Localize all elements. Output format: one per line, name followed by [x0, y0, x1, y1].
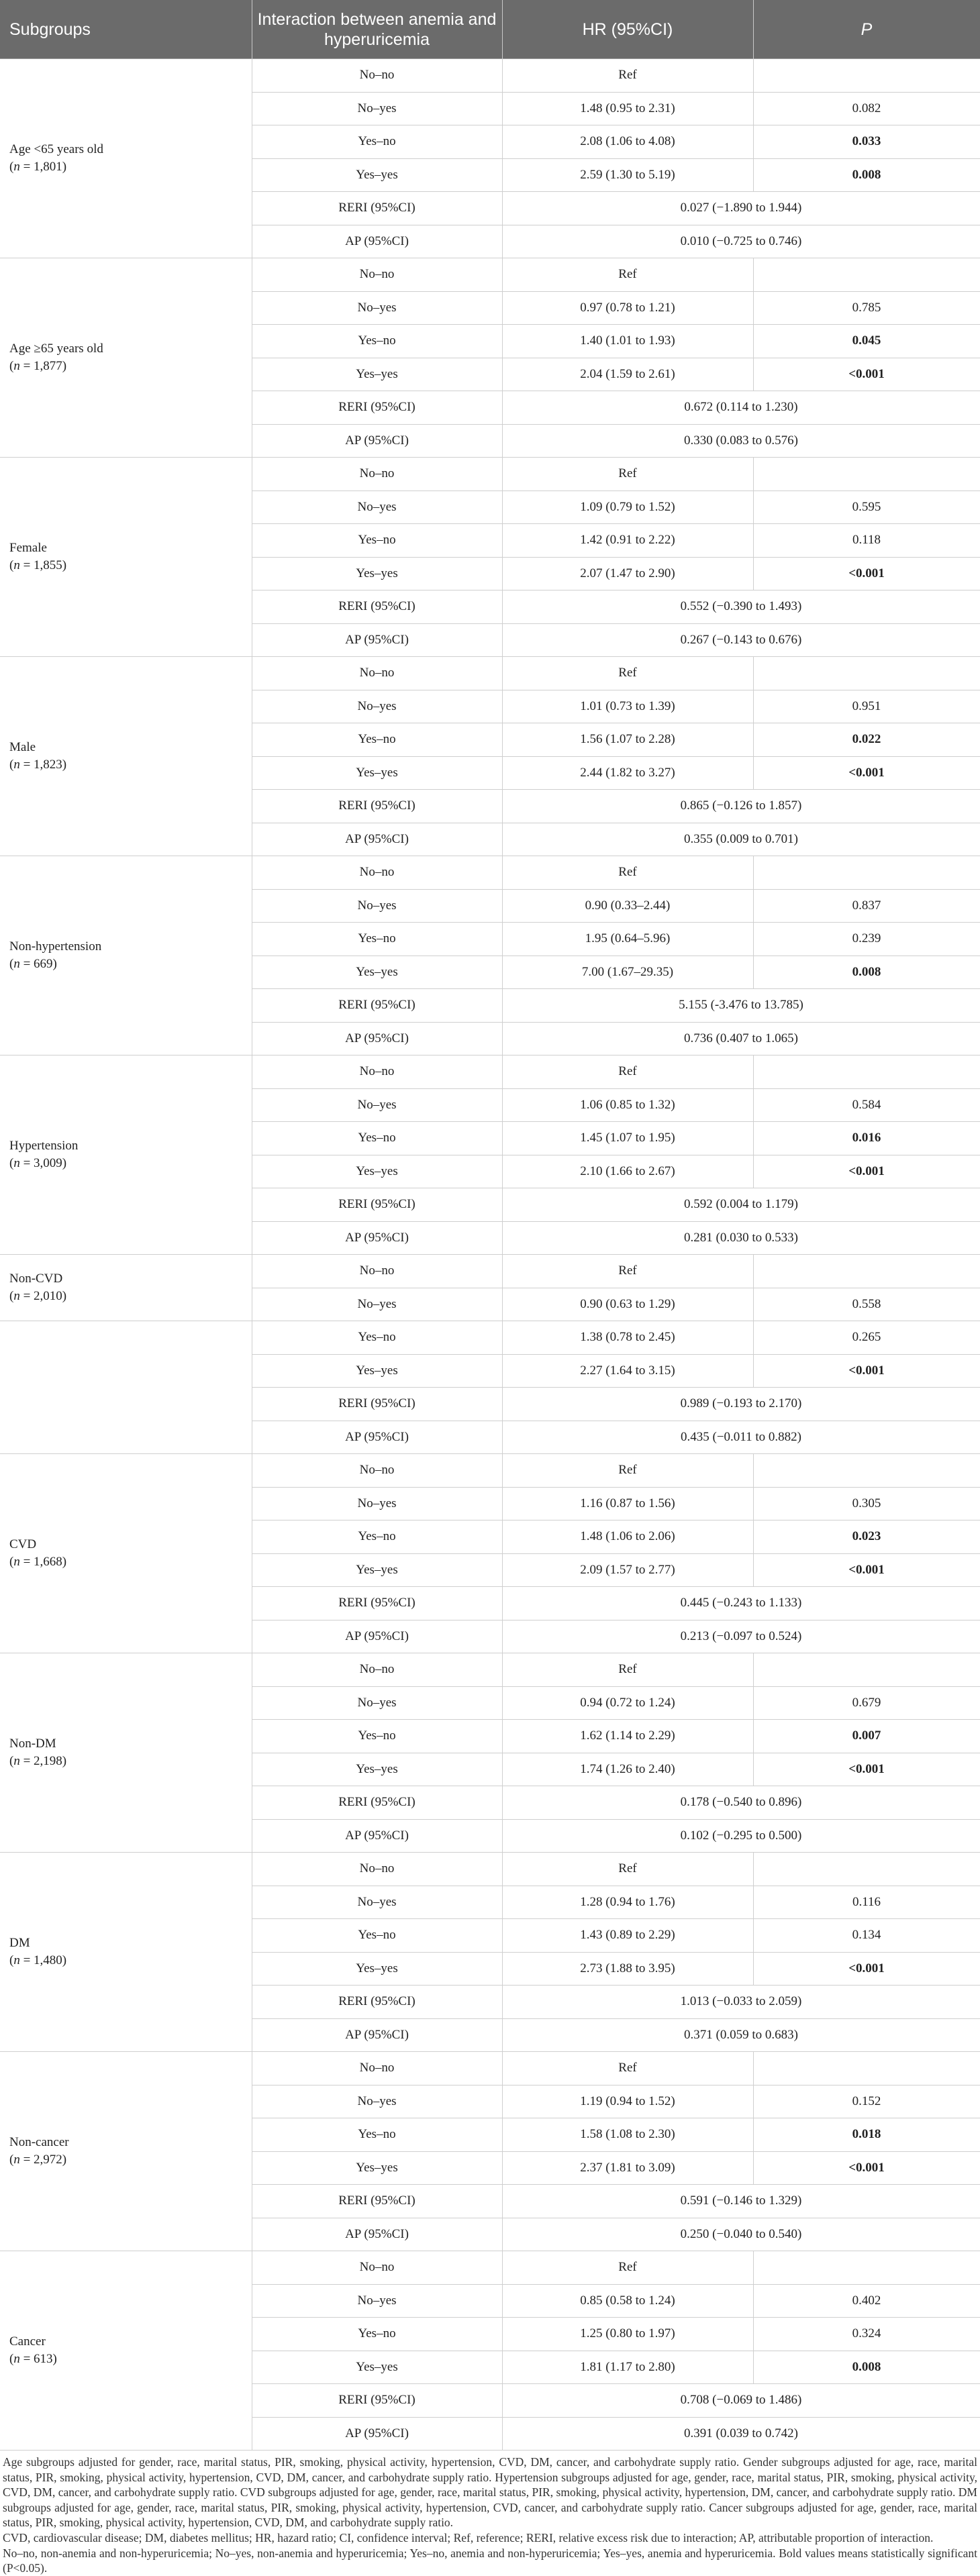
header-hr: HR (95%CI) [502, 0, 753, 59]
subgroup-label: Male (n = 1,823) [0, 657, 252, 856]
p-value [753, 2251, 980, 2285]
sample-size-symbol: n [13, 1156, 20, 1170]
hazard-ratio: 2.07 (1.47 to 2.90) [502, 557, 753, 590]
reri-value: 0.989 (−0.193 to 2.170) [502, 1388, 980, 1421]
subgroup-label: DM (n = 1,480) [0, 1853, 252, 2052]
hazard-ratio: 1.95 (0.64–5.96) [502, 923, 753, 956]
sample-size-symbol: n [13, 558, 20, 572]
sample-size-value: = 1,877) [19, 359, 67, 373]
sample-size-value: = 1,480) [19, 1953, 67, 1967]
p-value: <0.001 [753, 1553, 980, 1587]
reri-label: RERI (95%CI) [252, 1986, 502, 2019]
ap-value: 0.213 (−0.097 to 0.524) [502, 1620, 980, 1653]
table-row [0, 1321, 980, 1355]
hazard-ratio: Ref [502, 1454, 753, 1488]
hazard-ratio: 0.90 (0.33–2.44) [502, 889, 753, 923]
subgroup-label: Female (n = 1,855) [0, 458, 252, 657]
hazard-ratio: 1.25 (0.80 to 1.97) [502, 2318, 753, 2351]
sample-size-symbol: n [13, 957, 20, 971]
hazard-ratio: Ref [502, 2251, 753, 2285]
reri-label: RERI (95%CI) [252, 989, 502, 1023]
interaction-category: No–no [252, 2251, 502, 2285]
sample-size-value: = 613) [19, 2352, 57, 2366]
hazard-ratio: Ref [502, 1255, 753, 1288]
footnote-adjustments: Age subgroups adjusted for gender, race, marital status, PIR, smoking, physical activity, hypertension, CVD, DM, cancer, and carbohydrate supply ratio. Gender subgroups adjusted for age, race, marital status, PIR, smoking, physical activity, hypertension, CVD, DM, cancer, and carbohydrate supply ratio. Hypertension subgroups adjusted for age, gender, race, marital status, PIR, smoking, physical activity, CVD, DM, cancer, and carbohydrate supply ratio. CVD subgroups adjusted for age, gender, race, marital status, PIR, smoking, physical activity, hypertension, DM, cancer, and carbohydrate supply ratio. DM subgroups adjusted for age, gender, race, marital status, PIR, smoking, physical activity, hypertension, CVD, cancer, and carbohydrate supply ratio. Cancer subgroups adjusted for age, gender, race, marital status, PIR, smoking, physical activity, hypertension, CVD, DM, and carbohydrate supply ratio. [3, 2455, 977, 2530]
hazard-ratio: 2.04 (1.59 to 2.61) [502, 358, 753, 391]
interaction-category: Yes–yes [252, 1952, 502, 1986]
p-value [753, 59, 980, 93]
subgroup-label: Hypertension (n = 3,009) [0, 1055, 252, 1255]
ap-value: 0.391 (0.039 to 0.742) [502, 2417, 980, 2451]
interaction-category: Yes–yes [252, 1753, 502, 1786]
table-row [0, 1454, 980, 1488]
reri-label: RERI (95%CI) [252, 2384, 502, 2418]
hazard-ratio: Ref [502, 657, 753, 690]
p-value: 0.324 [753, 2318, 980, 2351]
sample-size-value: = 2,972) [19, 2153, 67, 2167]
p-value [753, 1255, 980, 1288]
footnote-definitions: No–no, non-anemia and non-hyperuricemia; No–yes, non-anemia and hyperuricemia; Yes–no, anemia and non-hyperuricemia; Yes–yes, anemia and hyperuricemia. Bold values means statistically significant (P<0.05). [3, 2546, 977, 2575]
ap-label: AP (95%CI) [252, 1620, 502, 1653]
sample-size-value: = 1,668) [19, 1555, 67, 1569]
interaction-category: No–no [252, 258, 502, 292]
interaction-category: No–no [252, 59, 502, 93]
p-value: 0.033 [753, 125, 980, 159]
header-subgroups: Subgroups [0, 0, 252, 59]
ap-label: AP (95%CI) [252, 1022, 502, 1055]
sample-size-symbol: n [13, 2153, 20, 2167]
interaction-category: Yes–no [252, 1521, 502, 1554]
sample-size-symbol: n [13, 1953, 20, 1967]
interaction-category: No–no [252, 1055, 502, 1089]
table-row [0, 1255, 980, 1288]
table-row [0, 258, 980, 292]
p-value: 0.008 [753, 158, 980, 192]
p-value [753, 1853, 980, 1886]
subgroup-name: Age <65 years old [9, 142, 103, 156]
reri-label: RERI (95%CI) [252, 1587, 502, 1620]
hazard-ratio: 1.48 (0.95 to 2.31) [502, 92, 753, 125]
subgroup-label: Age ≥65 years old (n = 1,877) [0, 258, 252, 458]
ap-label: AP (95%CI) [252, 1819, 502, 1853]
ap-value: 0.250 (−0.040 to 0.540) [502, 2218, 980, 2251]
ap-label: AP (95%CI) [252, 823, 502, 856]
hazard-ratio: 1.81 (1.17 to 2.80) [502, 2351, 753, 2384]
interaction-category: Yes–no [252, 1321, 502, 1355]
interaction-category: No–no [252, 458, 502, 491]
p-value: 0.595 [753, 491, 980, 524]
p-value [753, 458, 980, 491]
p-value: 0.008 [753, 2351, 980, 2384]
sample-size-value: = 2,198) [19, 1754, 67, 1768]
subgroup-label: Non-hypertension (n = 669) [0, 856, 252, 1055]
sample-size-symbol: n [13, 758, 20, 772]
subgroup-label: Cancer (n = 613) [0, 2251, 252, 2451]
subgroup-name: Non-cancer [9, 2135, 69, 2149]
interaction-category: Yes–no [252, 524, 502, 558]
p-value: 0.023 [753, 1521, 980, 1554]
header-interaction: Interaction between anemia and hyperuricemia [252, 0, 502, 59]
p-value: 0.239 [753, 923, 980, 956]
reri-label: RERI (95%CI) [252, 590, 502, 624]
p-value: 0.118 [753, 524, 980, 558]
ap-value: 0.736 (0.407 to 1.065) [502, 1022, 980, 1055]
subgroup-label: Non-DM (n = 2,198) [0, 1653, 252, 1853]
table-header [0, 0, 980, 59]
table-footnotes [0, 2451, 980, 2576]
ap-label: AP (95%CI) [252, 2417, 502, 2451]
hazard-ratio: 1.09 (0.79 to 1.52) [502, 491, 753, 524]
interaction-category: No–no [252, 1255, 502, 1288]
p-value: 0.265 [753, 1321, 980, 1355]
hazard-ratio: 0.97 (0.78 to 1.21) [502, 291, 753, 325]
p-value [753, 657, 980, 690]
sample-size-symbol: n [13, 160, 20, 174]
hazard-ratio: 2.09 (1.57 to 2.77) [502, 1553, 753, 1587]
hazard-ratio: 1.16 (0.87 to 1.56) [502, 1487, 753, 1521]
interaction-category: No–yes [252, 1088, 502, 1122]
interaction-category: Yes–no [252, 325, 502, 358]
subgroup-name: Cancer [9, 2334, 46, 2349]
subgroup-label: Non-CVD (n = 2,010) [0, 1255, 252, 1321]
interaction-category: Yes–no [252, 723, 502, 757]
ap-value: 0.267 (−0.143 to 0.676) [502, 623, 980, 657]
subgroup-label-empty [0, 1321, 252, 1454]
hazard-ratio: 1.48 (1.06 to 2.06) [502, 1521, 753, 1554]
p-value: <0.001 [753, 2151, 980, 2185]
p-value: <0.001 [753, 1952, 980, 1986]
reri-label: RERI (95%CI) [252, 1388, 502, 1421]
interaction-category: No–yes [252, 291, 502, 325]
interaction-category: No–yes [252, 889, 502, 923]
interaction-category: Yes–no [252, 1919, 502, 1953]
interaction-category: No–yes [252, 2085, 502, 2118]
p-value: <0.001 [753, 358, 980, 391]
p-value: 0.558 [753, 1288, 980, 1321]
ap-value: 0.371 (0.059 to 0.683) [502, 2018, 980, 2052]
p-value [753, 1454, 980, 1488]
p-value: 0.016 [753, 1122, 980, 1155]
table-row [0, 1653, 980, 1687]
interaction-category: Yes–no [252, 923, 502, 956]
table-row [0, 1055, 980, 1089]
sample-size-value: = 669) [19, 957, 57, 971]
ap-label: AP (95%CI) [252, 2218, 502, 2251]
reri-value: 0.027 (−1.890 to 1.944) [502, 192, 980, 225]
p-value: 0.082 [753, 92, 980, 125]
ap-label: AP (95%CI) [252, 1221, 502, 1255]
p-value [753, 258, 980, 292]
reri-label: RERI (95%CI) [252, 790, 502, 823]
p-value: <0.001 [753, 1354, 980, 1388]
sample-size-value: = 1,855) [19, 558, 67, 572]
p-value: 0.785 [753, 291, 980, 325]
hazard-ratio: 0.90 (0.63 to 1.29) [502, 1288, 753, 1321]
hazard-ratio: 2.37 (1.81 to 3.09) [502, 2151, 753, 2185]
hazard-ratio: 2.59 (1.30 to 5.19) [502, 158, 753, 192]
subgroup-name: CVD [9, 1537, 37, 1551]
p-value: <0.001 [753, 1155, 980, 1188]
subgroup-name: Non-hypertension [9, 939, 102, 954]
table-row [0, 2251, 980, 2285]
hazard-ratio: 1.43 (0.89 to 2.29) [502, 1919, 753, 1953]
hazard-ratio: 1.19 (0.94 to 1.52) [502, 2085, 753, 2118]
p-value: <0.001 [753, 756, 980, 790]
hazard-ratio: Ref [502, 856, 753, 890]
ap-label: AP (95%CI) [252, 1421, 502, 1454]
p-value: 0.008 [753, 956, 980, 989]
reri-value: 0.865 (−0.126 to 1.857) [502, 790, 980, 823]
interaction-category: Yes–yes [252, 2351, 502, 2384]
subgroup-name: Non-DM [9, 1737, 56, 1751]
hazard-ratio: Ref [502, 258, 753, 292]
interaction-category: Yes–no [252, 2318, 502, 2351]
subgroup-name: Age ≥65 years old [9, 342, 103, 356]
reri-label: RERI (95%CI) [252, 1786, 502, 1820]
hazard-ratio: Ref [502, 458, 753, 491]
sample-size-value: = 3,009) [19, 1156, 67, 1170]
hazard-ratio: 2.10 (1.66 to 2.67) [502, 1155, 753, 1188]
interaction-category: No–no [252, 1653, 502, 1687]
p-value: 0.022 [753, 723, 980, 757]
interaction-category: No–no [252, 1853, 502, 1886]
ap-label: AP (95%CI) [252, 424, 502, 458]
interaction-category: Yes–no [252, 1720, 502, 1753]
interaction-category: Yes–yes [252, 756, 502, 790]
hazard-ratio: 1.74 (1.26 to 2.40) [502, 1753, 753, 1786]
subgroup-label: Non-cancer (n = 2,972) [0, 2052, 252, 2251]
hazard-ratio: Ref [502, 59, 753, 93]
hazard-ratio: 7.00 (1.67–29.35) [502, 956, 753, 989]
reri-label: RERI (95%CI) [252, 391, 502, 425]
reri-value: 0.552 (−0.390 to 1.493) [502, 590, 980, 624]
table-row [0, 2052, 980, 2085]
interaction-category: No–yes [252, 2284, 502, 2318]
hazard-ratio: 1.62 (1.14 to 2.29) [502, 1720, 753, 1753]
ap-label: AP (95%CI) [252, 2018, 502, 2052]
reri-value: 0.592 (0.004 to 1.179) [502, 1188, 980, 1222]
interaction-category: No–yes [252, 1686, 502, 1720]
header-p: P [753, 0, 980, 59]
subgroup-name: Non-CVD [9, 1272, 63, 1286]
p-value: 0.679 [753, 1686, 980, 1720]
table-row [0, 59, 980, 93]
hazard-ratio: 2.08 (1.06 to 4.08) [502, 125, 753, 159]
interaction-category: No–yes [252, 1487, 502, 1521]
interaction-category: Yes–yes [252, 1155, 502, 1188]
ap-label: AP (95%CI) [252, 225, 502, 258]
p-value [753, 1653, 980, 1687]
hazard-ratio: 0.85 (0.58 to 1.24) [502, 2284, 753, 2318]
interaction-category: No–no [252, 1454, 502, 1488]
sample-size-symbol: n [13, 1555, 20, 1569]
hazard-ratio: Ref [502, 1055, 753, 1089]
interaction-category: Yes–yes [252, 358, 502, 391]
p-value [753, 856, 980, 890]
p-value [753, 1055, 980, 1089]
interaction-category: Yes–yes [252, 2151, 502, 2185]
interaction-category: Yes–yes [252, 1553, 502, 1587]
hazard-ratio: Ref [502, 1653, 753, 1687]
sample-size-symbol: n [13, 2352, 20, 2366]
sample-size-value: = 1,801) [19, 160, 67, 174]
table-row [0, 657, 980, 690]
interaction-category: Yes–yes [252, 557, 502, 590]
interaction-category: Yes–no [252, 2118, 502, 2152]
interaction-category: Yes–yes [252, 1354, 502, 1388]
interaction-category: No–no [252, 657, 502, 690]
hazard-ratio: 1.40 (1.01 to 1.93) [502, 325, 753, 358]
ap-value: 0.355 (0.009 to 0.701) [502, 823, 980, 856]
interaction-category: No–yes [252, 92, 502, 125]
reri-label: RERI (95%CI) [252, 1188, 502, 1222]
hazard-ratio: 1.06 (0.85 to 1.32) [502, 1088, 753, 1122]
table-body [0, 59, 980, 2451]
p-value: <0.001 [753, 1753, 980, 1786]
interaction-category: Yes–no [252, 125, 502, 159]
hazard-ratio: 1.56 (1.07 to 2.28) [502, 723, 753, 757]
p-value: 0.134 [753, 1919, 980, 1953]
interaction-category: Yes–yes [252, 956, 502, 989]
ap-label: AP (95%CI) [252, 623, 502, 657]
ap-value: 0.102 (−0.295 to 0.500) [502, 1819, 980, 1853]
interaction-category: No–no [252, 856, 502, 890]
interaction-category: No–no [252, 2052, 502, 2085]
reri-value: 0.445 (−0.243 to 1.133) [502, 1587, 980, 1620]
subgroup-label: CVD (n = 1,668) [0, 1454, 252, 1653]
table-row [0, 458, 980, 491]
hazard-ratio: 1.28 (0.94 to 1.76) [502, 1886, 753, 1919]
table-row [0, 856, 980, 890]
p-value: 0.045 [753, 325, 980, 358]
ap-value: 0.281 (0.030 to 0.533) [502, 1221, 980, 1255]
hazard-ratio: 1.38 (0.78 to 2.45) [502, 1321, 753, 1355]
reri-value: 5.155 (-3.476 to 13.785) [502, 989, 980, 1023]
hazard-ratio: Ref [502, 1853, 753, 1886]
sample-size-symbol: n [13, 359, 20, 373]
subgroup-name: DM [9, 1936, 30, 1950]
hazard-ratio: 1.01 (0.73 to 1.39) [502, 690, 753, 723]
reri-value: 0.708 (−0.069 to 1.486) [502, 2384, 980, 2418]
hazard-ratio: 0.94 (0.72 to 1.24) [502, 1686, 753, 1720]
hazard-ratio: Ref [502, 2052, 753, 2085]
interaction-category: No–yes [252, 1288, 502, 1321]
interaction-category: Yes–yes [252, 158, 502, 192]
p-value: 0.951 [753, 690, 980, 723]
p-value: <0.001 [753, 557, 980, 590]
reri-value: 0.672 (0.114 to 1.230) [502, 391, 980, 425]
ap-value: 0.330 (0.083 to 0.576) [502, 424, 980, 458]
p-value: 0.116 [753, 1886, 980, 1919]
hazard-ratio: 1.45 (1.07 to 1.95) [502, 1122, 753, 1155]
p-value: 0.152 [753, 2085, 980, 2118]
p-value: 0.018 [753, 2118, 980, 2152]
interaction-category: No–yes [252, 1886, 502, 1919]
subgroup-name: Female [9, 541, 47, 555]
interaction-category: No–yes [252, 690, 502, 723]
sample-size-value: = 2,010) [19, 1289, 67, 1303]
sample-size-value: = 1,823) [19, 758, 67, 772]
reri-label: RERI (95%CI) [252, 2185, 502, 2218]
p-value: 0.007 [753, 1720, 980, 1753]
interaction-category: Yes–no [252, 1122, 502, 1155]
interaction-category: No–yes [252, 491, 502, 524]
ap-value: 0.010 (−0.725 to 0.746) [502, 225, 980, 258]
reri-value: 1.013 (−0.033 to 2.059) [502, 1986, 980, 2019]
p-value: 0.402 [753, 2284, 980, 2318]
reri-value: 0.591 (−0.146 to 1.329) [502, 2185, 980, 2218]
p-value: 0.305 [753, 1487, 980, 1521]
hazard-ratio: 1.58 (1.08 to 2.30) [502, 2118, 753, 2152]
table-row [0, 1853, 980, 1886]
subgroup-label: Age <65 years old (n = 1,801) [0, 59, 252, 258]
hazard-ratio: 1.42 (0.91 to 2.22) [502, 524, 753, 558]
hazard-ratio: 2.73 (1.88 to 3.95) [502, 1952, 753, 1986]
p-value [753, 2052, 980, 2085]
p-value: 0.837 [753, 889, 980, 923]
sample-size-symbol: n [13, 1754, 20, 1768]
reri-value: 0.178 (−0.540 to 0.896) [502, 1786, 980, 1820]
subgroup-name: Male [9, 740, 36, 754]
footnote-abbreviations: CVD, cardiovascular disease; DM, diabetes mellitus; HR, hazard ratio; CI, confidence interval; Ref, reference; RERI, relative excess risk due to interaction; AP, attributable proportion of interaction. [3, 2530, 934, 2544]
reri-label: RERI (95%CI) [252, 192, 502, 225]
subgroup-name: Hypertension [9, 1139, 79, 1153]
hazard-ratio: 2.27 (1.64 to 3.15) [502, 1354, 753, 1388]
ap-value: 0.435 (−0.011 to 0.882) [502, 1421, 980, 1454]
sample-size-symbol: n [13, 1289, 20, 1303]
p-value: 0.584 [753, 1088, 980, 1122]
hazard-ratio: 2.44 (1.82 to 3.27) [502, 756, 753, 790]
